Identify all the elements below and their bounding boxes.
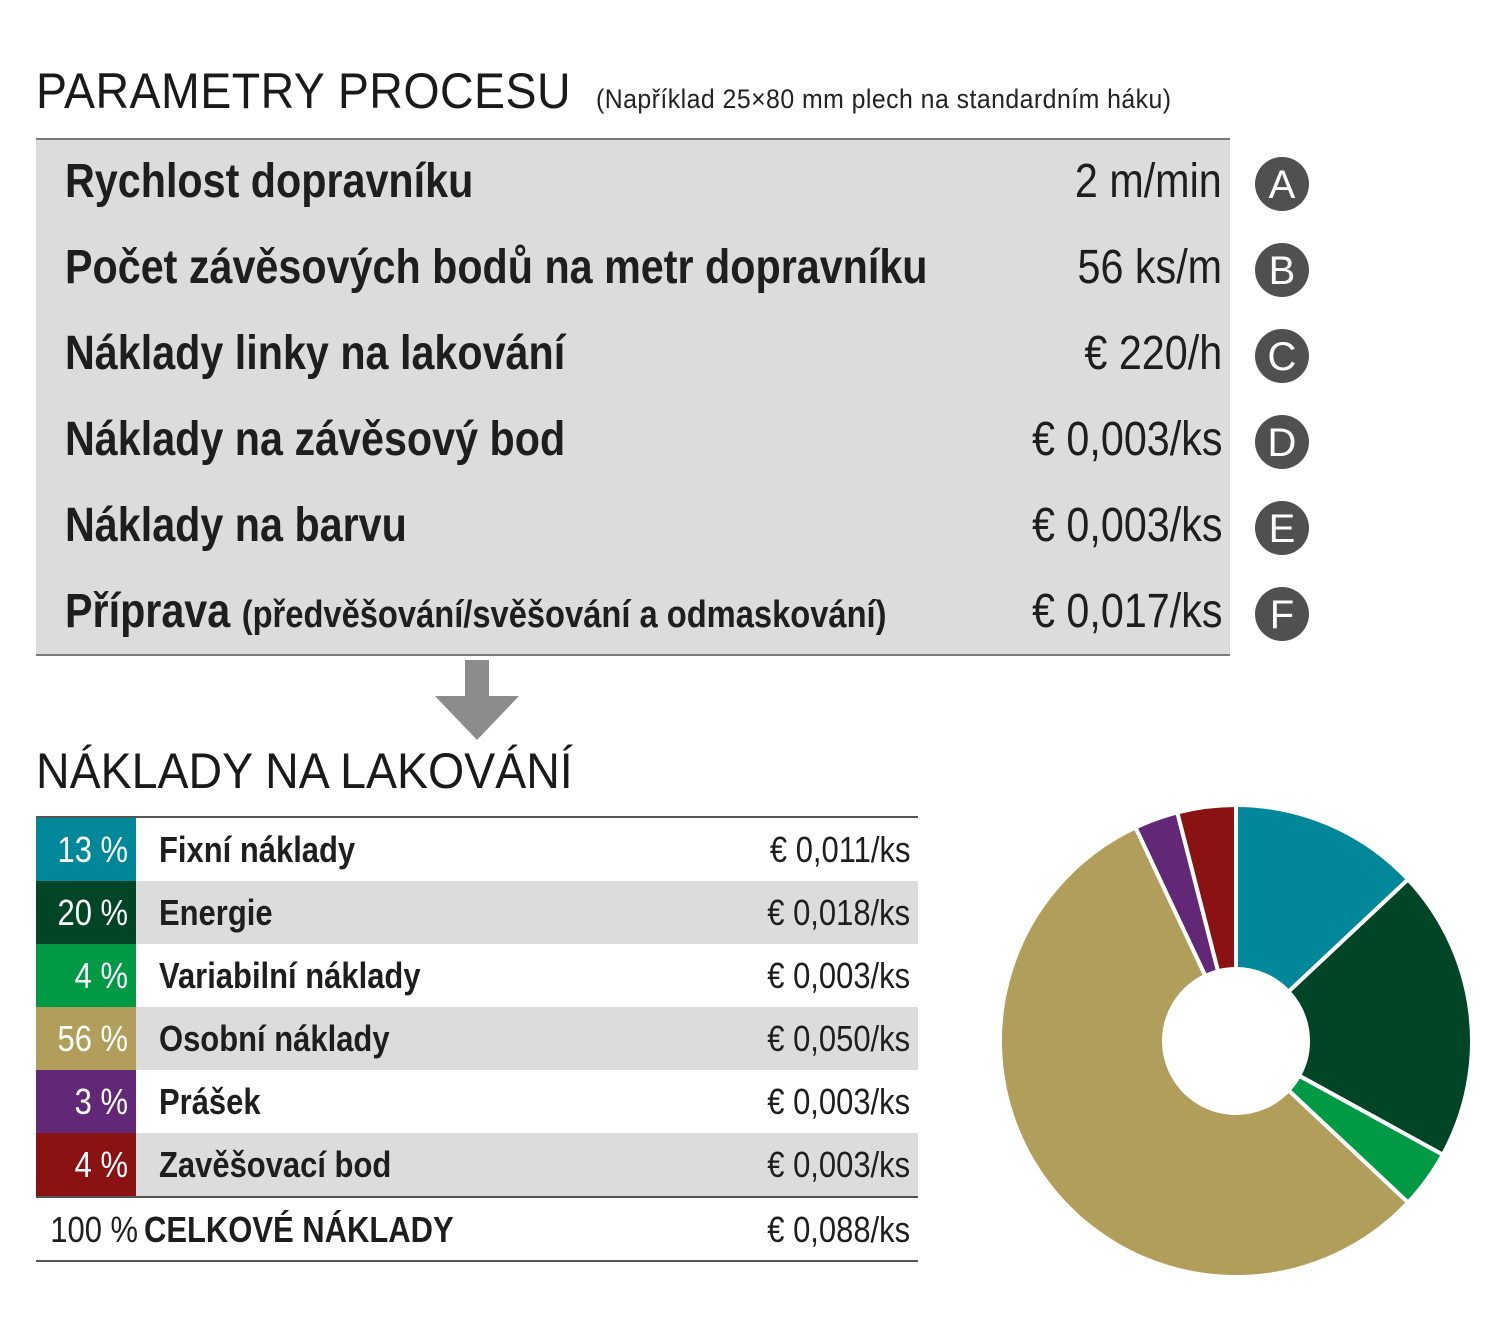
process-title-main: PARAMETRY PROCESU: [36, 63, 572, 119]
param-value: € 0,003/ks: [1031, 499, 1222, 552]
down-arrow-icon: [435, 660, 519, 740]
param-value: 2 m/min: [1075, 155, 1222, 208]
param-badge: A: [1255, 157, 1309, 211]
total-pct: 100 %: [50, 1209, 139, 1250]
cost-pct: 56 %: [36, 1007, 136, 1070]
costs-title: [36, 742, 613, 800]
param-note: (předvěšování/svěšování a odmaskování): [241, 594, 887, 636]
param-value: 56 ks/m: [1077, 241, 1222, 294]
cost-name: Variabilní náklady: [159, 955, 421, 996]
total-value: € 0,088/ks: [767, 1209, 910, 1250]
param-label-text: Náklady na závěsový bod: [65, 413, 566, 466]
cost-name: Zavěšovací bod: [159, 1144, 392, 1185]
process-subtitle: (Například 25×80 mm plech na standardním háku): [595, 84, 1172, 114]
cost-name: Energie: [159, 892, 273, 933]
cost-row: [36, 881, 918, 944]
cost-value: € 0,018/ks: [767, 892, 910, 933]
param-badge: D: [1255, 415, 1309, 469]
cost-row: [36, 1007, 918, 1070]
param-row: [36, 572, 1230, 658]
param-label: [65, 154, 540, 209]
process-parameters-panel: [36, 138, 1230, 656]
param-badge: F: [1255, 587, 1309, 641]
param-value: € 0,003/ks: [1031, 413, 1222, 466]
param-badge: E: [1255, 501, 1309, 555]
param-label: [65, 240, 1068, 295]
cost-row: [36, 1070, 918, 1133]
param-label-text: Počet závěsových bodů na metr dopravníku: [65, 241, 928, 294]
param-label: [65, 326, 647, 381]
param-label: [65, 498, 463, 553]
param-label: [65, 584, 1020, 639]
cost-row: [36, 1133, 918, 1196]
cost-value: € 0,050/ks: [767, 1018, 910, 1059]
param-value: € 0,017/ks: [1031, 585, 1222, 638]
param-value: € 220/h: [1084, 327, 1222, 380]
cost-name: Fixní náklady: [159, 829, 356, 870]
param-label-text: Náklady linky na lakování: [65, 327, 566, 380]
cost-name: Prášek: [159, 1081, 261, 1122]
param-row: [36, 228, 1230, 314]
cost-pct: 20 %: [36, 881, 136, 944]
param-row: [36, 486, 1230, 572]
process-title: [36, 62, 1221, 120]
total-label: CELKOVÉ NÁKLADY: [144, 1209, 454, 1250]
param-badge: B: [1255, 243, 1309, 297]
cost-value: € 0,003/ks: [767, 1144, 910, 1185]
cost-pct: 13 %: [36, 818, 136, 881]
param-label-text: Příprava: [65, 585, 231, 638]
costs-title-text: NÁKLADY NA LAKOVÁNÍ: [36, 743, 573, 799]
cost-rows: [36, 818, 918, 1196]
cost-donut-chart: [990, 795, 1490, 1295]
param-label-text: Rychlost dopravníku: [65, 155, 474, 208]
param-label: [65, 412, 647, 467]
cost-value: € 0,003/ks: [767, 1081, 910, 1122]
param-row: [36, 400, 1230, 486]
cost-value: € 0,003/ks: [767, 955, 910, 996]
cost-value: € 0,011/ks: [769, 829, 910, 870]
param-row: [36, 314, 1230, 400]
param-label-text: Náklady na barvu: [65, 499, 407, 552]
costs-table: [36, 816, 918, 1262]
param-badge: C: [1255, 329, 1309, 383]
param-row: [36, 142, 1230, 228]
cost-name: Osobní náklady: [159, 1018, 390, 1059]
cost-pct: 4 %: [36, 944, 136, 1007]
cost-pct: 4 %: [36, 1133, 136, 1196]
cost-row: [36, 818, 918, 881]
cost-pct: 3 %: [36, 1070, 136, 1133]
cost-row: [36, 944, 918, 1007]
total-row: [36, 1196, 918, 1262]
